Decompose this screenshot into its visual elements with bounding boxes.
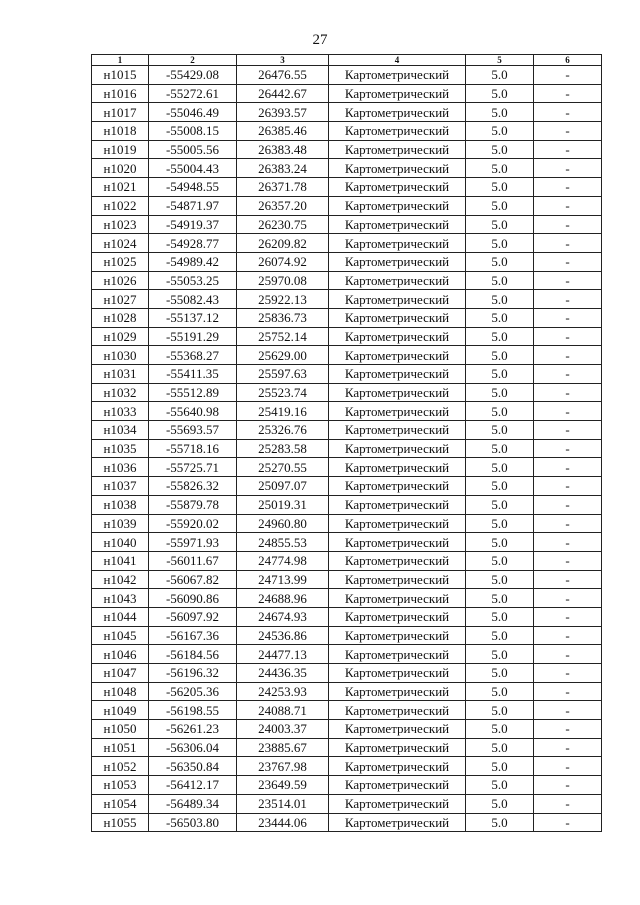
coordinate-y-cell: 25097.07 [237,477,329,496]
coordinate-x-cell: -55191.29 [149,327,237,346]
coordinate-x-cell: -54928.77 [149,234,237,253]
method-cell: Картометрический [329,813,466,832]
accuracy-cell: 5.0 [466,103,534,122]
coordinate-x-cell: -56350.84 [149,757,237,776]
column-header-3: 3 [237,55,329,66]
coordinate-x-cell: -54871.97 [149,196,237,215]
table-row [92,757,602,776]
coordinates-table [91,54,602,832]
accuracy-cell: 5.0 [466,383,534,402]
coordinate-x-cell: -56090.86 [149,589,237,608]
note-cell: - [534,421,602,440]
coordinate-y-cell: 23885.67 [237,738,329,757]
table-row [92,477,602,496]
coordinate-y-cell: 23767.98 [237,757,329,776]
coordinate-x-cell: -55512.89 [149,383,237,402]
accuracy-cell: 5.0 [466,701,534,720]
method-cell: Картометрический [329,626,466,645]
table-row [92,346,602,365]
accuracy-cell: 5.0 [466,159,534,178]
coordinate-y-cell: 25836.73 [237,308,329,327]
note-cell: - [534,720,602,739]
note-cell: - [534,159,602,178]
accuracy-cell: 5.0 [466,308,534,327]
point-id-cell: н1051 [92,738,149,757]
table-row [92,271,602,290]
coordinate-x-cell: -55718.16 [149,439,237,458]
coordinate-x-cell: -56261.23 [149,720,237,739]
coordinate-y-cell: 23649.59 [237,776,329,795]
coordinate-y-cell: 24774.98 [237,551,329,570]
table-row [92,458,602,477]
accuracy-cell: 5.0 [466,178,534,197]
coordinate-y-cell: 24960.80 [237,514,329,533]
coordinate-y-cell: 26442.67 [237,84,329,103]
accuracy-cell: 5.0 [466,477,534,496]
coordinate-y-cell: 24477.13 [237,645,329,664]
method-cell: Картометрический [329,477,466,496]
table-row [92,122,602,141]
method-cell: Картометрический [329,458,466,477]
table-row [92,178,602,197]
note-cell: - [534,234,602,253]
table-header [92,55,602,66]
coordinate-y-cell: 25752.14 [237,327,329,346]
table-row [92,607,602,626]
point-id-cell: н1028 [92,308,149,327]
table-row [92,626,602,645]
method-cell: Картометрический [329,346,466,365]
coordinate-y-cell: 26476.55 [237,66,329,85]
point-id-cell: н1034 [92,421,149,440]
point-id-cell: н1054 [92,794,149,813]
note-cell: - [534,738,602,757]
coordinate-x-cell: -56097.92 [149,607,237,626]
note-cell: - [534,776,602,795]
note-cell: - [534,514,602,533]
note-cell: - [534,365,602,384]
coordinate-x-cell: -55368.27 [149,346,237,365]
point-id-cell: н1019 [92,140,149,159]
note-cell: - [534,308,602,327]
method-cell: Картометрический [329,178,466,197]
point-id-cell: н1022 [92,196,149,215]
table-row [92,776,602,795]
point-id-cell: н1021 [92,178,149,197]
note-cell: - [534,645,602,664]
method-cell: Картометрический [329,140,466,159]
note-cell: - [534,103,602,122]
coordinate-y-cell: 26385.46 [237,122,329,141]
note-cell: - [534,570,602,589]
coordinate-y-cell: 24674.93 [237,607,329,626]
coordinate-x-cell: -56489.34 [149,794,237,813]
note-cell: - [534,589,602,608]
note-cell: - [534,383,602,402]
coordinate-x-cell: -54989.42 [149,252,237,271]
coordinate-y-cell: 25970.08 [237,271,329,290]
accuracy-cell: 5.0 [466,776,534,795]
point-id-cell: н1018 [92,122,149,141]
note-cell: - [534,196,602,215]
note-cell: - [534,701,602,720]
table-row [92,701,602,720]
coordinate-y-cell: 25922.13 [237,290,329,309]
coordinate-x-cell: -56503.80 [149,813,237,832]
table-row [92,495,602,514]
method-cell: Картометрический [329,196,466,215]
accuracy-cell: 5.0 [466,421,534,440]
note-cell: - [534,626,602,645]
table-row [92,327,602,346]
accuracy-cell: 5.0 [466,234,534,253]
header-row [92,55,602,66]
point-id-cell: н1027 [92,290,149,309]
coordinate-y-cell: 23514.01 [237,794,329,813]
point-id-cell: н1053 [92,776,149,795]
point-id-cell: н1024 [92,234,149,253]
note-cell: - [534,84,602,103]
table-row [92,439,602,458]
method-cell: Картометрический [329,570,466,589]
accuracy-cell: 5.0 [466,607,534,626]
coordinate-y-cell: 25419.16 [237,402,329,421]
point-id-cell: н1047 [92,664,149,683]
point-id-cell: н1026 [92,271,149,290]
note-cell: - [534,664,602,683]
coordinate-x-cell: -56167.36 [149,626,237,645]
accuracy-cell: 5.0 [466,458,534,477]
coordinate-x-cell: -55004.43 [149,159,237,178]
accuracy-cell: 5.0 [466,664,534,683]
accuracy-cell: 5.0 [466,140,534,159]
coordinate-x-cell: -55005.56 [149,140,237,159]
method-cell: Картометрический [329,589,466,608]
point-id-cell: н1048 [92,682,149,701]
coordinate-x-cell: -56412.17 [149,776,237,795]
note-cell: - [534,122,602,141]
coordinate-y-cell: 23444.06 [237,813,329,832]
coordinate-y-cell: 26383.24 [237,159,329,178]
note-cell: - [534,439,602,458]
coordinate-y-cell: 26074.92 [237,252,329,271]
note-cell: - [534,140,602,159]
point-id-cell: н1035 [92,439,149,458]
method-cell: Картометрический [329,122,466,141]
coordinate-x-cell: -54948.55 [149,178,237,197]
method-cell: Картометрический [329,327,466,346]
accuracy-cell: 5.0 [466,122,534,141]
accuracy-cell: 5.0 [466,346,534,365]
method-cell: Картометрический [329,738,466,757]
coordinate-x-cell: -56205.36 [149,682,237,701]
note-cell: - [534,607,602,626]
table-row [92,813,602,832]
point-id-cell: н1023 [92,215,149,234]
method-cell: Картометрический [329,720,466,739]
method-cell: Картометрический [329,252,466,271]
coordinate-y-cell: 26383.48 [237,140,329,159]
accuracy-cell: 5.0 [466,589,534,608]
method-cell: Картометрический [329,365,466,384]
note-cell: - [534,757,602,776]
table-row [92,738,602,757]
method-cell: Картометрический [329,421,466,440]
table-row [92,365,602,384]
point-id-cell: н1046 [92,645,149,664]
coordinate-y-cell: 24713.99 [237,570,329,589]
note-cell: - [534,327,602,346]
accuracy-cell: 5.0 [466,402,534,421]
method-cell: Картометрический [329,290,466,309]
note-cell: - [534,794,602,813]
table-row [92,682,602,701]
column-header-5: 5 [466,55,534,66]
method-cell: Картометрический [329,271,466,290]
column-header-6: 6 [534,55,602,66]
note-cell: - [534,495,602,514]
point-id-cell: н1017 [92,103,149,122]
method-cell: Картометрический [329,103,466,122]
accuracy-cell: 5.0 [466,738,534,757]
table-row [92,551,602,570]
table-row [92,589,602,608]
column-header-4: 4 [329,55,466,66]
method-cell: Картометрический [329,794,466,813]
coordinate-x-cell: -55046.49 [149,103,237,122]
method-cell: Картометрический [329,439,466,458]
coordinate-x-cell: -56198.55 [149,701,237,720]
point-id-cell: н1036 [92,458,149,477]
coordinate-y-cell: 25523.74 [237,383,329,402]
coordinate-y-cell: 24088.71 [237,701,329,720]
table-row [92,252,602,271]
accuracy-cell: 5.0 [466,66,534,85]
point-id-cell: н1040 [92,533,149,552]
point-id-cell: н1042 [92,570,149,589]
coordinate-y-cell: 25597.63 [237,365,329,384]
table-row [92,215,602,234]
coordinate-x-cell: -56184.56 [149,645,237,664]
coordinate-y-cell: 26393.57 [237,103,329,122]
page-number: 27 [312,32,328,48]
note-cell: - [534,533,602,552]
column-header-1: 1 [92,55,149,66]
accuracy-cell: 5.0 [466,533,534,552]
accuracy-cell: 5.0 [466,645,534,664]
coordinate-y-cell: 25283.58 [237,439,329,458]
table-row [92,720,602,739]
coordinate-y-cell: 25019.31 [237,495,329,514]
coordinate-y-cell: 24436.35 [237,664,329,683]
accuracy-cell: 5.0 [466,757,534,776]
table-row [92,402,602,421]
coordinate-y-cell: 24688.96 [237,589,329,608]
point-id-cell: н1025 [92,252,149,271]
accuracy-cell: 5.0 [466,290,534,309]
table-row [92,533,602,552]
point-id-cell: н1020 [92,159,149,178]
method-cell: Картометрический [329,533,466,552]
method-cell: Картометрический [329,514,466,533]
point-id-cell: н1049 [92,701,149,720]
note-cell: - [534,477,602,496]
table-row [92,794,602,813]
method-cell: Картометрический [329,234,466,253]
table-row [92,290,602,309]
coordinate-x-cell: -56011.67 [149,551,237,570]
accuracy-cell: 5.0 [466,626,534,645]
table-row [92,514,602,533]
coordinate-x-cell: -56067.82 [149,570,237,589]
table-row [92,570,602,589]
table-row [92,234,602,253]
note-cell: - [534,215,602,234]
table-row [92,84,602,103]
method-cell: Картометрический [329,215,466,234]
coordinate-x-cell: -55725.71 [149,458,237,477]
coordinate-y-cell: 26230.75 [237,215,329,234]
method-cell: Картометрический [329,701,466,720]
point-id-cell: н1033 [92,402,149,421]
accuracy-cell: 5.0 [466,271,534,290]
method-cell: Картометрический [329,84,466,103]
note-cell: - [534,252,602,271]
point-id-cell: н1055 [92,813,149,832]
method-cell: Картометрический [329,776,466,795]
method-cell: Картометрический [329,664,466,683]
point-id-cell: н1031 [92,365,149,384]
note-cell: - [534,178,602,197]
coordinate-x-cell: -55640.98 [149,402,237,421]
table-row [92,103,602,122]
coordinate-x-cell: -55429.08 [149,66,237,85]
point-id-cell: н1037 [92,477,149,496]
accuracy-cell: 5.0 [466,215,534,234]
note-cell: - [534,346,602,365]
table-row [92,196,602,215]
accuracy-cell: 5.0 [466,794,534,813]
coordinate-y-cell: 24855.53 [237,533,329,552]
coordinate-x-cell: -55272.61 [149,84,237,103]
table-row [92,383,602,402]
method-cell: Картометрический [329,551,466,570]
point-id-cell: н1045 [92,626,149,645]
coordinate-y-cell: 26371.78 [237,178,329,197]
accuracy-cell: 5.0 [466,327,534,346]
point-id-cell: н1030 [92,346,149,365]
accuracy-cell: 5.0 [466,495,534,514]
table-row [92,421,602,440]
point-id-cell: н1044 [92,607,149,626]
accuracy-cell: 5.0 [466,365,534,384]
method-cell: Картометрический [329,495,466,514]
method-cell: Картометрический [329,757,466,776]
coordinate-y-cell: 26209.82 [237,234,329,253]
point-id-cell: н1041 [92,551,149,570]
method-cell: Картометрический [329,383,466,402]
note-cell: - [534,271,602,290]
coordinate-x-cell: -55411.35 [149,365,237,384]
coordinate-y-cell: 25326.76 [237,421,329,440]
note-cell: - [534,458,602,477]
note-cell: - [534,66,602,85]
table-row [92,66,602,85]
point-id-cell: н1050 [92,720,149,739]
table-body [92,66,602,832]
point-id-cell: н1029 [92,327,149,346]
coordinate-x-cell: -54919.37 [149,215,237,234]
accuracy-cell: 5.0 [466,813,534,832]
point-id-cell: н1015 [92,66,149,85]
coordinate-x-cell: -55082.43 [149,290,237,309]
coordinate-y-cell: 26357.20 [237,196,329,215]
coordinate-x-cell: -55920.02 [149,514,237,533]
table-row [92,308,602,327]
method-cell: Картометрический [329,645,466,664]
accuracy-cell: 5.0 [466,84,534,103]
coordinate-y-cell: 24536.86 [237,626,329,645]
point-id-cell: н1016 [92,84,149,103]
method-cell: Картометрический [329,402,466,421]
accuracy-cell: 5.0 [466,252,534,271]
point-id-cell: н1038 [92,495,149,514]
coordinate-x-cell: -56306.04 [149,738,237,757]
coordinate-y-cell: 24253.93 [237,682,329,701]
point-id-cell: н1043 [92,589,149,608]
accuracy-cell: 5.0 [466,196,534,215]
coordinate-y-cell: 25629.00 [237,346,329,365]
coordinate-x-cell: -56196.32 [149,664,237,683]
accuracy-cell: 5.0 [466,514,534,533]
note-cell: - [534,551,602,570]
method-cell: Картометрический [329,159,466,178]
table-row [92,159,602,178]
coordinate-x-cell: -55826.32 [149,477,237,496]
coordinate-x-cell: -55879.78 [149,495,237,514]
method-cell: Картометрический [329,308,466,327]
note-cell: - [534,402,602,421]
table-row [92,140,602,159]
method-cell: Картометрический [329,607,466,626]
point-id-cell: н1039 [92,514,149,533]
coordinate-y-cell: 25270.55 [237,458,329,477]
note-cell: - [534,682,602,701]
accuracy-cell: 5.0 [466,570,534,589]
accuracy-cell: 5.0 [466,720,534,739]
coordinate-y-cell: 24003.37 [237,720,329,739]
coordinate-x-cell: -55693.57 [149,421,237,440]
note-cell: - [534,290,602,309]
table-row [92,664,602,683]
coordinate-x-cell: -55008.15 [149,122,237,141]
coordinate-x-cell: -55971.93 [149,533,237,552]
point-id-cell: н1052 [92,757,149,776]
note-cell: - [534,813,602,832]
column-header-2: 2 [149,55,237,66]
accuracy-cell: 5.0 [466,551,534,570]
coordinate-x-cell: -55137.12 [149,308,237,327]
accuracy-cell: 5.0 [466,682,534,701]
method-cell: Картометрический [329,66,466,85]
point-id-cell: н1032 [92,383,149,402]
coordinate-x-cell: -55053.25 [149,271,237,290]
method-cell: Картометрический [329,682,466,701]
table-row [92,645,602,664]
accuracy-cell: 5.0 [466,439,534,458]
